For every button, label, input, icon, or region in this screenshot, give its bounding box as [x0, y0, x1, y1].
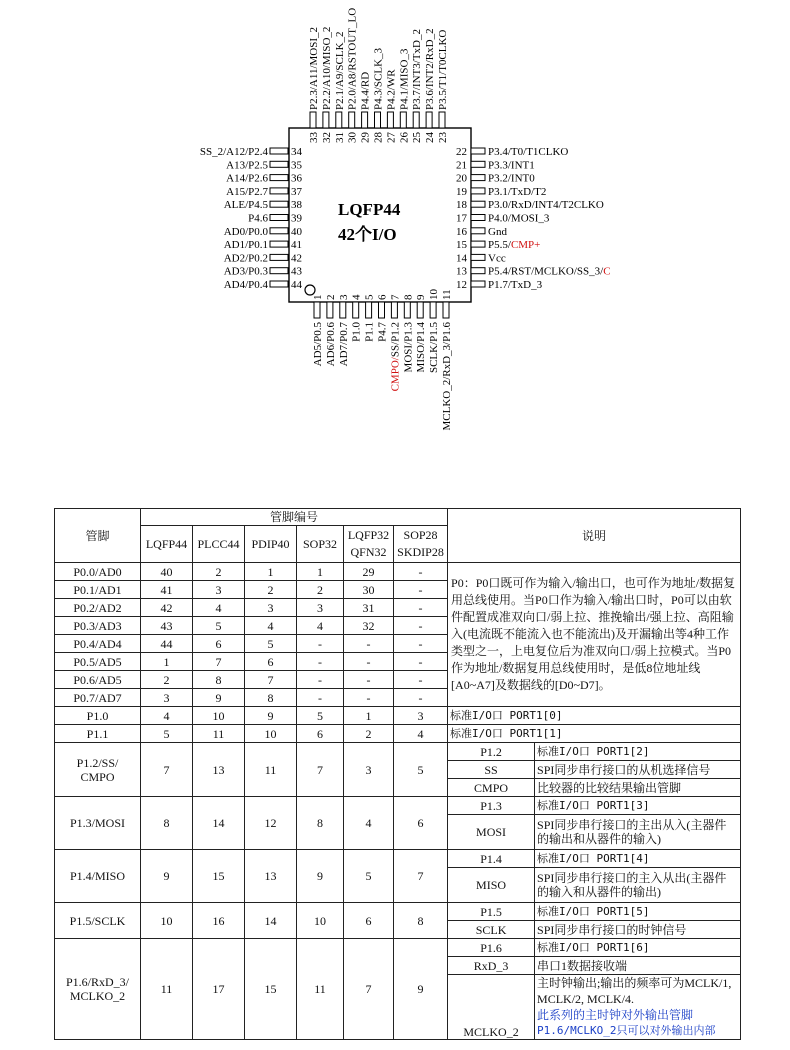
pin-number: 19: [456, 185, 467, 198]
pin-number: 39: [291, 212, 302, 225]
table-row: [55, 903, 741, 921]
pin-name: P0.6/AD5: [55, 671, 141, 689]
pin-number: 31: [333, 132, 346, 143]
pin-number-cell: 10: [297, 903, 344, 939]
pin-number: 3: [337, 294, 350, 300]
pin-number-cell: 5: [297, 707, 344, 725]
function-description: SPI同步串行接口的时钟信号: [535, 921, 741, 939]
function-name: P1.6: [448, 939, 535, 957]
pin-number-cell: 6: [344, 903, 394, 939]
pin-number: 27: [385, 132, 398, 143]
pin-label: AD4/P0.4: [223, 279, 268, 291]
pin-number-cell: 3: [394, 707, 448, 725]
pin-number-cell: -: [344, 653, 394, 671]
function-name: P1.5: [448, 903, 535, 921]
function-name: MCLKO_2: [448, 975, 535, 1040]
pin-name: P1.4/MISO: [55, 850, 141, 903]
function-name: RxD_3: [448, 957, 535, 975]
header-package: SOP28 SKDIP28: [394, 526, 448, 563]
pin-number-cell: -: [394, 653, 448, 671]
table-row: [55, 939, 741, 957]
pin-stub: [310, 112, 316, 128]
pin-label: P1.0: [350, 322, 363, 342]
function-name: MOSI: [448, 815, 535, 850]
pin-number-cell: 9: [394, 939, 448, 1040]
pin-stub: [336, 112, 342, 128]
pin-stub: [426, 112, 432, 128]
pin-label: P3.7/INT3/TxD_2: [411, 29, 424, 110]
pin-number-cell: -: [394, 689, 448, 707]
mclko-desc-b: 此系列的主时钟对外输出管脚: [537, 1008, 694, 1022]
function-description: 标准I/O口 PORT1[6]: [535, 939, 741, 957]
pin-number-cell: 10: [193, 707, 245, 725]
pin-stub: [270, 201, 288, 207]
pin-number-cell: 11: [141, 939, 193, 1040]
pin-stub: [471, 201, 485, 207]
pin-number-cell: -: [297, 689, 344, 707]
pin-number-cell: 4: [394, 725, 448, 743]
pin-number-cell: 2: [297, 581, 344, 599]
pin-number-cell: 8: [394, 903, 448, 939]
pin-label: CMPO/SS/P1.2: [389, 322, 402, 392]
pin-number: 12: [456, 279, 467, 291]
pin-stub: [471, 161, 485, 167]
pin-number-cell: -: [344, 635, 394, 653]
pin-number-cell: 15: [193, 850, 245, 903]
pin-number-cell: 4: [297, 617, 344, 635]
pin-number: 18: [456, 199, 467, 212]
function-description: [535, 975, 741, 1040]
header-package: PDIP40: [245, 526, 297, 563]
pin-number-cell: -: [344, 689, 394, 707]
pin-number-cell: -: [394, 617, 448, 635]
pin-number: 20: [456, 172, 467, 185]
header-package: PLCC44: [193, 526, 245, 563]
pin-number-cell: 2: [344, 725, 394, 743]
pin-number-cell: 43: [141, 617, 193, 635]
pin-label: P1.7/TxD_3: [488, 279, 543, 291]
pin-number-cell: 4: [193, 599, 245, 617]
pin-stub: [471, 281, 485, 287]
pin-label: SS_2/A12/P2.4: [199, 146, 268, 158]
pin-number-cell: 5: [344, 850, 394, 903]
pin-number-cell: 10: [245, 725, 297, 743]
pin-number: 43: [291, 265, 302, 278]
pin-label: P4.2/WR: [385, 69, 398, 110]
pin-number-cell: 6: [297, 725, 344, 743]
pin-label: P4.7: [376, 322, 389, 342]
pin-label: P2.1/A9/SCLK_2: [333, 31, 346, 110]
table-row: [55, 850, 741, 868]
pin-number-cell: 15: [245, 939, 297, 1040]
pin-stub: [471, 175, 485, 181]
pin-number: 40: [291, 225, 302, 238]
pin-number-cell: 41: [141, 581, 193, 599]
pin-number-cell: 7: [344, 939, 394, 1040]
pin-number: 13: [456, 265, 467, 278]
pin-number: 36: [291, 172, 302, 185]
pin-stub: [439, 112, 445, 128]
pin-number-cell: 3: [245, 599, 297, 617]
pin-stub: [400, 112, 406, 128]
pin-number: 23: [437, 132, 449, 143]
pin-name: P1.1: [55, 725, 141, 743]
pin-number: 32: [320, 132, 333, 143]
pin-stub: [404, 302, 410, 318]
pin-stub: [366, 302, 372, 318]
pin-name: P0.7/AD7: [55, 689, 141, 707]
chip-io-count: 42个I/O: [338, 225, 397, 244]
function-description: 标准I/O口 PORT1[4]: [535, 850, 741, 868]
pin-label: A15/P2.7: [226, 185, 268, 198]
pin-label: P3.5/T1/T0CLKO: [437, 29, 449, 110]
pin-label: P1.1: [363, 322, 376, 342]
pin-stub: [270, 281, 288, 287]
pin-number-cell: 3: [344, 743, 394, 797]
pin-number-cell: 40: [141, 563, 193, 581]
pin-number-cell: -: [297, 635, 344, 653]
pin-number: 41: [291, 239, 302, 252]
pin-number-cell: 2: [193, 563, 245, 581]
pin-number-cell: 6: [394, 797, 448, 850]
pin-stub: [270, 215, 288, 221]
pin-number: 6: [376, 294, 389, 300]
pin-label: P3.0/RxD/INT4/T2CLKO: [488, 199, 604, 212]
pin-label: AD2/P0.2: [223, 252, 268, 265]
pin-number-cell: 2: [141, 671, 193, 689]
header-pin: 管脚: [55, 509, 141, 563]
pin-stub: [413, 112, 419, 128]
p0-description: P0：P0口既可作为输入/输出口，也可作为地址/数据复用总线使用。当P0口作为输入/输出口时，P0可以由软件配置成准双向口/弱上拉、推挽输出/强上拉、高阻输入(电流既不能流入也不能流出)及开漏输出等4种工作类型之一，上电复位后为准双向口/弱上拉模式。当P0作为地址/数据复用总线使用时，是低8位地址线[A0~A7]及数据线的[D0~D7]。: [448, 563, 741, 707]
pin-number: 34: [291, 146, 302, 158]
pin-number: 35: [291, 159, 302, 172]
pin-label: P5.5/CMP+: [488, 239, 541, 252]
pin-number-cell: 11: [193, 725, 245, 743]
pin-number-cell: 1: [344, 707, 394, 725]
table-row: [55, 743, 741, 761]
pin-name: P1.0: [55, 707, 141, 725]
function-name: SS: [448, 761, 535, 779]
pin-stub: [471, 254, 485, 260]
function-description: SPI同步串行接口的主出从入(主器件的输出和从器件的输入): [535, 815, 741, 850]
pin-number: 4: [350, 294, 363, 300]
pin-label: P2.2/A10/MISO_2: [320, 26, 333, 110]
pin-stub: [375, 112, 381, 128]
pin-label: AD7/P0.7: [337, 322, 350, 367]
mclko-desc-c: P1.6/MCLKO_2只可以对外输出内部: [537, 1024, 716, 1037]
pin-number: 22: [456, 146, 467, 158]
pin-number-cell: 9: [245, 707, 297, 725]
pin-number: 42: [291, 252, 302, 265]
function-description: 比较器的比较结果输出管脚: [535, 779, 741, 797]
pin-label: P4.4/RD: [359, 71, 372, 110]
pin-number: 33: [308, 132, 320, 143]
pin-number-cell: 3: [193, 581, 245, 599]
pin-name: P0.5/AD5: [55, 653, 141, 671]
function-description: 标准I/O口 PORT1[5]: [535, 903, 741, 921]
pin-number: 8: [402, 294, 415, 300]
pin-number: 44: [291, 279, 302, 291]
pin-label: P4.1/MISO_3: [398, 48, 411, 110]
pin-name: P0.1/AD1: [55, 581, 141, 599]
pin-number-cell: 2: [245, 581, 297, 599]
pin-number: 15: [456, 239, 467, 252]
pin-stub: [471, 188, 485, 194]
pin-number-cell: 29: [344, 563, 394, 581]
pin-number-cell: 3: [141, 689, 193, 707]
pin-stub: [270, 228, 288, 234]
pin-number-cell: 7: [141, 743, 193, 797]
pin-number-cell: 31: [344, 599, 394, 617]
pin-number-cell: 16: [193, 903, 245, 939]
function-name: SCLK: [448, 921, 535, 939]
pin-number: 16: [456, 225, 467, 238]
pin-number-cell: 32: [344, 617, 394, 635]
pin-number-cell: -: [297, 653, 344, 671]
pin-stub: [387, 112, 393, 128]
pin-label: Gnd: [488, 225, 507, 238]
pin-number: 1: [312, 294, 324, 300]
pin-label: AD6/P0.6: [324, 322, 337, 367]
pin-name: P0.2/AD2: [55, 599, 141, 617]
pin-number-cell: 8: [245, 689, 297, 707]
function-description: SPI同步串行接口的主入从出(主器件的输入和从器件的输出): [535, 868, 741, 903]
pin-number-cell: 7: [394, 850, 448, 903]
pin-stub: [323, 112, 329, 128]
pin-stub: [270, 254, 288, 260]
pin-number-cell: 11: [245, 743, 297, 797]
pin-label: P3.2/INT0: [488, 172, 535, 185]
pin-label: P3.3/INT1: [488, 159, 535, 172]
pin-label: Vcc: [488, 252, 506, 265]
pin-number-cell: 7: [245, 671, 297, 689]
header-package: SOP32: [297, 526, 344, 563]
pin-stub: [391, 302, 397, 318]
pin-number-cell: 9: [297, 850, 344, 903]
pin-stub: [471, 268, 485, 274]
pin-stub: [430, 302, 436, 318]
pin-stub: [353, 302, 359, 318]
pin-number-cell: 9: [193, 689, 245, 707]
pin-number-cell: 30: [344, 581, 394, 599]
pin-number-cell: 6: [193, 635, 245, 653]
table-row: [55, 563, 741, 581]
pin-number: 26: [398, 132, 411, 143]
header-group: 管脚编号: [141, 509, 448, 526]
pin-name: P1.2/SS/ CMPO: [55, 743, 141, 797]
pin-number-cell: -: [344, 671, 394, 689]
pin-label: P2.0/A8/RSTOUT_LO: [346, 7, 359, 110]
pin-number: 38: [291, 199, 302, 212]
function-name: P1.2: [448, 743, 535, 761]
pin-stub: [314, 302, 320, 318]
pin-number-cell: 17: [193, 939, 245, 1040]
pin-number: 30: [346, 132, 359, 143]
pin-description: 标准I/O口 PORT1[1]: [448, 725, 741, 743]
pin-number-cell: 6: [245, 653, 297, 671]
pin-stub: [270, 268, 288, 274]
function-description: 串口1数据接收端: [535, 957, 741, 975]
pin-label: AD0/P0.0: [223, 225, 268, 238]
pin-description: 标准I/O口 PORT1[0]: [448, 707, 741, 725]
function-description: 标准I/O口 PORT1[3]: [535, 797, 741, 815]
pin-number-cell: 5: [394, 743, 448, 797]
pin-stub: [270, 175, 288, 181]
pin-number-cell: 9: [141, 850, 193, 903]
pin-number-cell: 5: [193, 617, 245, 635]
pin-label: SCLK/P1.5: [428, 322, 441, 374]
function-description: SPI同步串行接口的从机选择信号: [535, 761, 741, 779]
pin-label: A13/P2.5: [226, 159, 268, 172]
pin-name: P0.0/AD0: [55, 563, 141, 581]
pin-number: 37: [291, 185, 302, 198]
pin-number-cell: 1: [297, 563, 344, 581]
pin-number-cell: 44: [141, 635, 193, 653]
pin-table: [54, 508, 741, 1040]
pin-label: P3.6/INT2/RxD_2: [424, 28, 437, 110]
pin-number-cell: 8: [193, 671, 245, 689]
pin-number-cell: 1: [141, 653, 193, 671]
pin-number-cell: -: [394, 581, 448, 599]
table-row: [55, 707, 741, 725]
pin-stub: [471, 215, 485, 221]
pin-number: 25: [411, 132, 424, 143]
pin-number-cell: 10: [141, 903, 193, 939]
function-name: MISO: [448, 868, 535, 903]
function-description: 标准I/O口 PORT1[2]: [535, 743, 741, 761]
pin-number-cell: 14: [245, 903, 297, 939]
pin-label: MISO/P1.4: [415, 322, 428, 373]
pin-label: MOSI/P1.3: [402, 322, 415, 373]
pin-number-cell: 4: [344, 797, 394, 850]
pin-label: MCLKO_2/RxD_3/P1.6: [441, 322, 453, 431]
pin-number-cell: 11: [297, 939, 344, 1040]
header-package: LQFP44: [141, 526, 193, 563]
pin-label: P3.1/TxD/T2: [488, 185, 547, 198]
pin-number-cell: 4: [141, 707, 193, 725]
pin-label: AD5/P0.5: [312, 322, 324, 367]
pin-number: 28: [372, 132, 385, 143]
header-package: LQFP32 QFN32: [344, 526, 394, 563]
table-row: [55, 509, 741, 526]
function-name: P1.4: [448, 850, 535, 868]
pin-number-cell: 4: [245, 617, 297, 635]
pin-label: P3.4/T0/T1CLKO: [488, 146, 569, 158]
pin-name: P0.4/AD4: [55, 635, 141, 653]
pin-stub: [270, 161, 288, 167]
pin-number: 5: [363, 294, 376, 300]
pin-number-cell: 7: [297, 743, 344, 797]
pin-label: AD1/P0.1: [223, 239, 268, 252]
pin-number-cell: -: [394, 671, 448, 689]
pin-stub: [471, 228, 485, 234]
pin-number-cell: -: [297, 671, 344, 689]
pin-stub: [471, 241, 485, 247]
pin-number-cell: 7: [193, 653, 245, 671]
function-name: CMPO: [448, 779, 535, 797]
pin-number: 17: [456, 212, 467, 225]
pin-number: 9: [415, 294, 428, 300]
pin-number-cell: 12: [245, 797, 297, 850]
pin-stub: [270, 188, 288, 194]
mclko-desc-a: 主时钟输出;输出的频率可为MCLK/1, MCLK/2, MCLK/4.: [537, 976, 732, 1006]
pin-name: P1.5/SCLK: [55, 903, 141, 939]
chip-name: LQFP44: [338, 200, 401, 219]
pin-number-cell: -: [394, 563, 448, 581]
pin-stub: [270, 241, 288, 247]
pin-number-cell: 5: [245, 635, 297, 653]
pin-number: 11: [441, 289, 453, 300]
pin-number: 14: [456, 252, 467, 265]
pin-number-cell: 14: [193, 797, 245, 850]
pin-name: P1.6/RxD_3/ MCLKO_2: [55, 939, 141, 1040]
header-desc: 说明: [448, 509, 741, 563]
pin-number-cell: 8: [141, 797, 193, 850]
pin-label: P2.3/A11/MOSI_2: [308, 26, 320, 110]
pin-number-cell: 3: [297, 599, 344, 617]
pin-stub: [362, 112, 368, 128]
pin-number: 29: [359, 132, 372, 143]
pin-number: 24: [424, 132, 437, 143]
pin-number: 10: [428, 289, 441, 300]
pin-number-cell: 1: [245, 563, 297, 581]
function-name: P1.3: [448, 797, 535, 815]
pin-label: P4.6: [248, 212, 268, 225]
pin-stub: [417, 302, 423, 318]
pin-number-cell: 5: [141, 725, 193, 743]
pin-name: P1.3/MOSI: [55, 797, 141, 850]
pin-label: P4.3/SCLK_3: [372, 47, 385, 110]
pin-stub: [379, 302, 385, 318]
pin-number-cell: -: [394, 635, 448, 653]
pin-label: P5.4/RST/MCLKO/SS_3/C: [488, 265, 611, 278]
pin-number: 7: [389, 294, 402, 300]
table-row: [55, 797, 741, 815]
pin-label: ALE/P4.5: [223, 199, 268, 212]
pin-number-cell: 13: [193, 743, 245, 797]
pin-stub: [327, 302, 333, 318]
table-row: [55, 725, 741, 743]
pin-number: 2: [324, 294, 337, 300]
pin-stub: [349, 112, 355, 128]
pin-stub: [443, 302, 449, 318]
pin-number: 21: [456, 159, 467, 172]
pin-number-cell: 13: [245, 850, 297, 903]
lqfp44-pinout-diagram: [0, 0, 790, 500]
pin-name: P0.3/AD3: [55, 617, 141, 635]
pin-stub: [340, 302, 346, 318]
pin-number-cell: 42: [141, 599, 193, 617]
pin-label: A14/P2.6: [226, 172, 268, 185]
pin-number-cell: 8: [297, 797, 344, 850]
pin-stub: [270, 148, 288, 154]
pin-label: P4.0/MOSI_3: [488, 212, 550, 225]
pin-stub: [471, 148, 485, 154]
pin-label: AD3/P0.3: [223, 265, 268, 278]
pin-number-cell: -: [394, 599, 448, 617]
